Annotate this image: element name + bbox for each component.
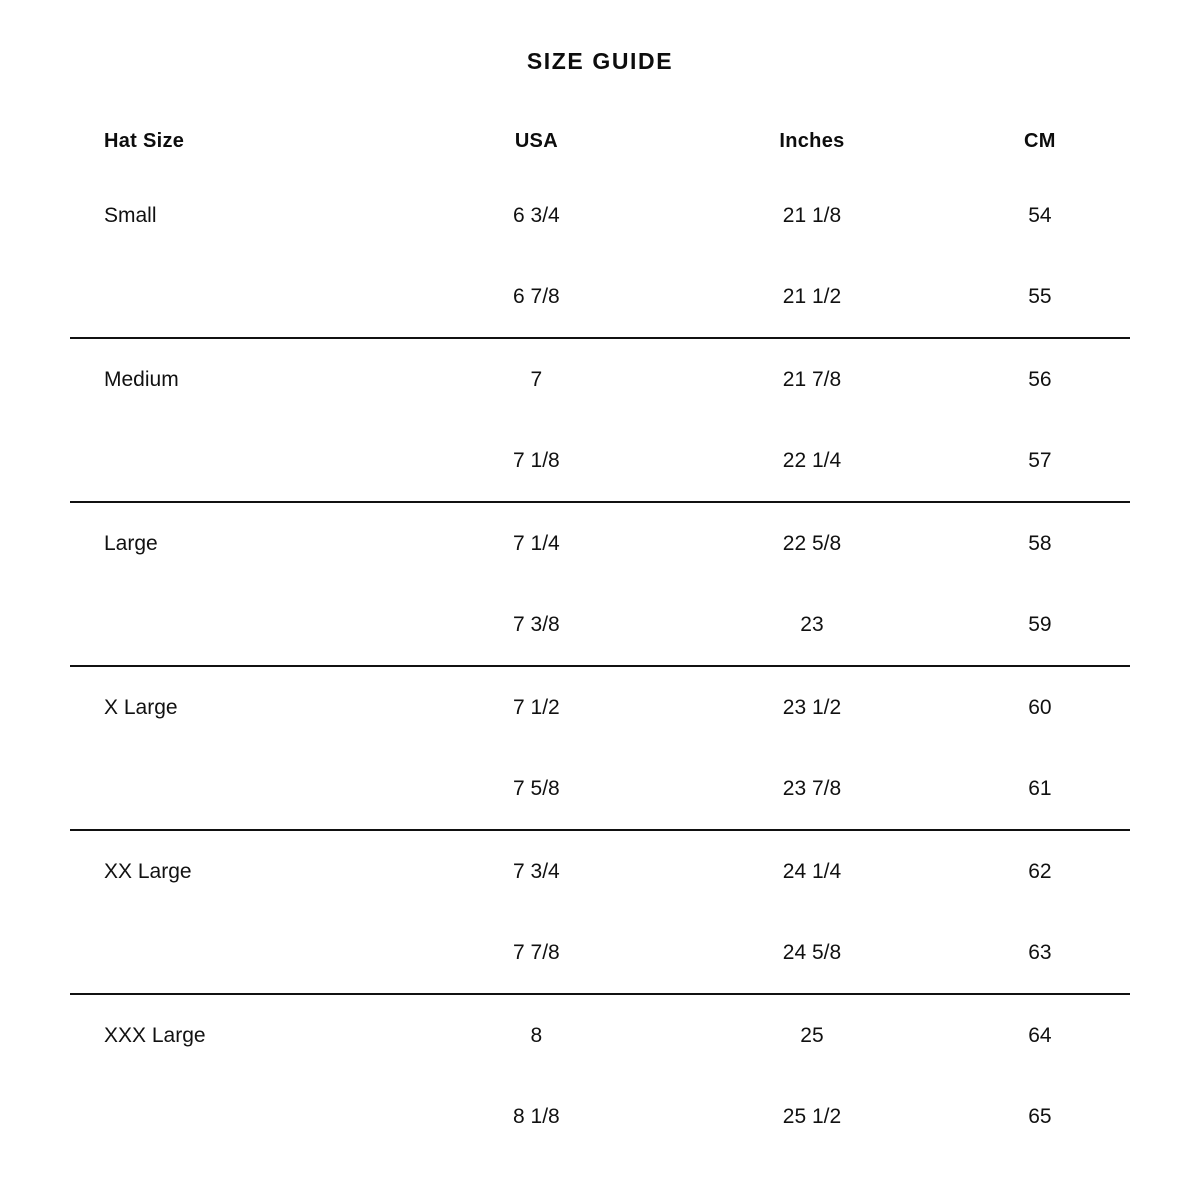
table-row <box>70 338 1130 420</box>
page-title: SIZE GUIDE <box>526 48 674 74</box>
cell-inches: 25 <box>674 994 950 1076</box>
column-header-usa: USA <box>514 129 558 152</box>
cell-hat-size: XXX Large <box>70 994 399 1076</box>
cell-cm: 65 <box>1028 1104 1052 1128</box>
table-row <box>70 502 1130 584</box>
column-header-inches: Inches <box>779 129 845 152</box>
cell-usa: 7 5/8 <box>513 776 560 800</box>
cell-usa: 8 1/8 <box>513 1104 560 1128</box>
cell-hat-size <box>70 420 399 502</box>
cell-hat-size <box>70 584 399 666</box>
cell-inches: 22 5/8 <box>674 502 950 584</box>
table-row <box>70 912 1130 994</box>
cell-cm: 61 <box>1028 776 1052 800</box>
cell-usa: 7 3/4 <box>399 830 675 912</box>
cell-hat-size <box>70 1076 399 1157</box>
cell-usa: 7 1/4 <box>399 502 675 584</box>
table-row <box>70 420 1130 502</box>
cell-hat-size: Large <box>70 502 399 584</box>
cell-cm: 55 <box>1028 284 1052 308</box>
cell-usa: 7 3/8 <box>513 612 560 636</box>
cell-inches: 22 1/4 <box>782 448 842 472</box>
table-row <box>70 256 1130 338</box>
cell-inches: 23 <box>800 612 824 636</box>
cell-cm: 57 <box>1028 448 1052 472</box>
column-header-hat-size: Hat Size <box>104 129 185 152</box>
cell-inches: 23 7/8 <box>782 776 842 800</box>
cell-inches: 23 1/2 <box>674 666 950 748</box>
cell-inches: 21 7/8 <box>674 338 950 420</box>
cell-hat-size: X Large <box>70 666 399 748</box>
table-header <box>70 117 1130 175</box>
cell-hat-size: Medium <box>70 338 399 420</box>
size-guide-table <box>70 117 1130 1157</box>
cell-inches: 25 1/2 <box>782 1104 842 1128</box>
cell-hat-size <box>70 256 399 338</box>
cell-cm: 56 <box>950 338 1130 420</box>
cell-inches: 21 1/2 <box>782 284 842 308</box>
cell-usa: 6 3/4 <box>513 203 560 227</box>
table-row <box>70 830 1130 912</box>
cell-cm: 63 <box>1028 940 1052 964</box>
cell-cm: 64 <box>950 994 1130 1076</box>
cell-usa: 8 <box>399 994 675 1076</box>
table-row <box>70 748 1130 830</box>
table-header-row <box>70 117 1130 175</box>
cell-usa: 7 7/8 <box>513 940 560 964</box>
table-row <box>70 175 1130 256</box>
cell-inches: 21 1/8 <box>782 203 842 227</box>
table-row <box>70 994 1130 1076</box>
table-row <box>70 666 1130 748</box>
cell-usa: 6 7/8 <box>513 284 560 308</box>
cell-hat-size: XX Large <box>70 830 399 912</box>
cell-inches: 24 1/4 <box>674 830 950 912</box>
cell-usa: 7 1/8 <box>513 448 560 472</box>
cell-usa: 7 <box>399 338 675 420</box>
column-header-cm: CM <box>1024 129 1056 152</box>
cell-cm: 54 <box>1028 203 1052 227</box>
cell-hat-size: Small <box>104 203 157 227</box>
cell-cm: 59 <box>1028 612 1052 636</box>
cell-cm: 62 <box>950 830 1130 912</box>
cell-inches: 24 5/8 <box>782 940 842 964</box>
table-row <box>70 1076 1130 1157</box>
table-row <box>70 584 1130 666</box>
cell-usa: 7 1/2 <box>399 666 675 748</box>
cell-cm: 58 <box>950 502 1130 584</box>
cell-hat-size <box>70 912 399 994</box>
table-body <box>70 175 1130 1157</box>
cell-cm: 60 <box>950 666 1130 748</box>
cell-hat-size <box>70 748 399 830</box>
size-table-container <box>0 117 1200 1157</box>
